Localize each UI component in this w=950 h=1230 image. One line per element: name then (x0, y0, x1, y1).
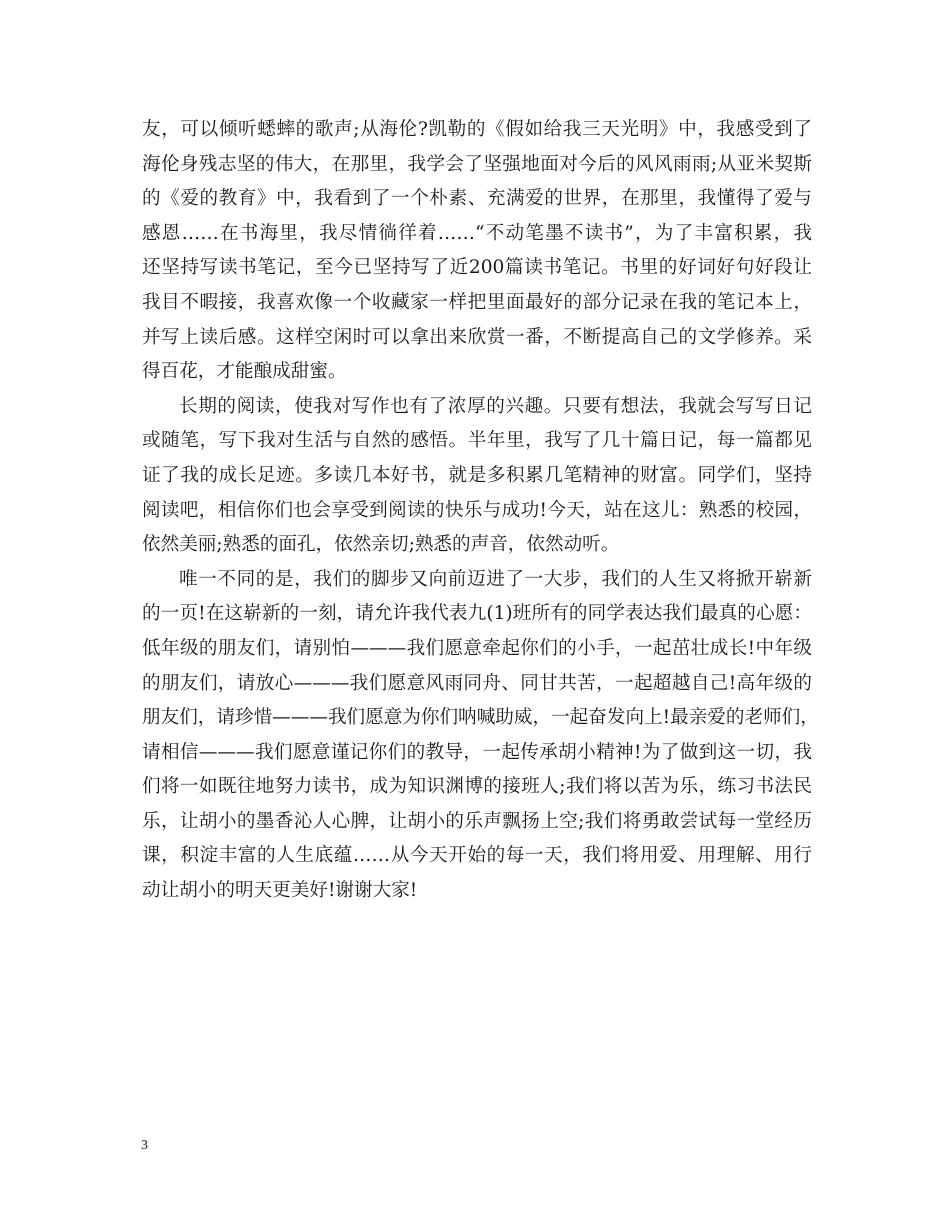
text-line: 的《爱的教育》中，我看到了一个朴素、充满爱的世界，在那里，我懂得了爱与 (142, 188, 812, 210)
text-line: 的一页!在这崭新的一刻，请允许我代表九(1)班所有的同学表达我们最真的心愿： (142, 603, 812, 625)
text-line: 得百花，才能酿成甜蜜。 (142, 361, 347, 383)
text-line: 课，积淀丰富的人生底蕴……从今天开始的每一天，我们将用爱、用理解、用行 (142, 845, 812, 867)
text-line: 或随笔，写下我对生活与自然的感悟。半年里，我写了几十篇日记，每一篇都见 (142, 430, 812, 452)
text-line: 我目不暇接，我喜欢像一个收藏家一样把里面最好的部分记录在我的笔记本上， (142, 291, 812, 313)
text-line: 长期的阅读，使我对写作也有了浓厚的兴趣。只要有想法，我就会写写日记 (179, 395, 812, 417)
text-line: 们将一如既往地努力读书，成为知识渊博的接班人;我们将以苦为乐，练习书法民 (142, 776, 812, 798)
text-line: 阅读吧，相信你们也会享受到阅读的快乐与成功!今天，站在这儿：熟悉的校园， (142, 499, 812, 521)
text-line: 证了我的成长足迹。多读几本好书，就是多积累几笔精神的财富。同学们，坚持 (142, 464, 812, 486)
text-line: 唯一不同的是，我们的脚步又向前迈进了一大步，我们的人生又将掀开崭新 (179, 568, 812, 590)
text-line: 感恩……在书海里，我尽情徜徉着……“不动笔墨不读书”，为了丰富积累，我 (142, 222, 812, 244)
paragraph-reading-notes (142, 113, 812, 390)
text-line: 低年级的朋友们，请别怕———我们愿意牵起你们的小手，一起茁壮成长!中年级 (142, 637, 812, 659)
paragraph-class-wishes (142, 563, 819, 909)
text-line: 的朋友们，请放心———我们愿意风雨同舟、同甘共苦，一起超越自己!高年级的 (142, 672, 812, 694)
text-line: 还坚持写读书笔记，至今已坚持写了近200篇读书笔记。书里的好词好句好段让 (142, 257, 812, 279)
text-line: 并写上读后感。这样空闲时可以拿出来欣赏一番，不断提高自己的文学修养。采 (142, 326, 812, 348)
paragraph-writing-interest (142, 390, 812, 563)
text-line: 朋友们，请珍惜———我们愿意为你们呐喊助威，一起奋发向上!最亲爱的老师们， (142, 707, 819, 729)
text-line: 动让胡小的明天更美好!谢谢大家! (142, 880, 418, 902)
text-line: 乐，让胡小的墨香沁人心脾，让胡小的乐声飘扬上空;我们将勇敢尝试每一堂经历 (142, 810, 812, 832)
text-line: 海伦身残志坚的伟大，在那里，我学会了坚强地面对今后的风风雨雨;从亚米契斯 (142, 153, 812, 175)
text-line: 请相信———我们愿意谨记你们的教导，一起传承胡小精神!为了做到这一切，我 (142, 741, 812, 763)
page-number: 3 (141, 1138, 148, 1153)
body-text (142, 113, 819, 909)
text-line: 依然美丽;熟悉的面孔，依然亲切;熟悉的声音，依然动听。 (142, 534, 620, 556)
text-line: 友，可以倾听蟋蟀的歌声;从海伦?凯勒的《假如给我三天光明》中，我感受到了 (142, 119, 812, 140)
